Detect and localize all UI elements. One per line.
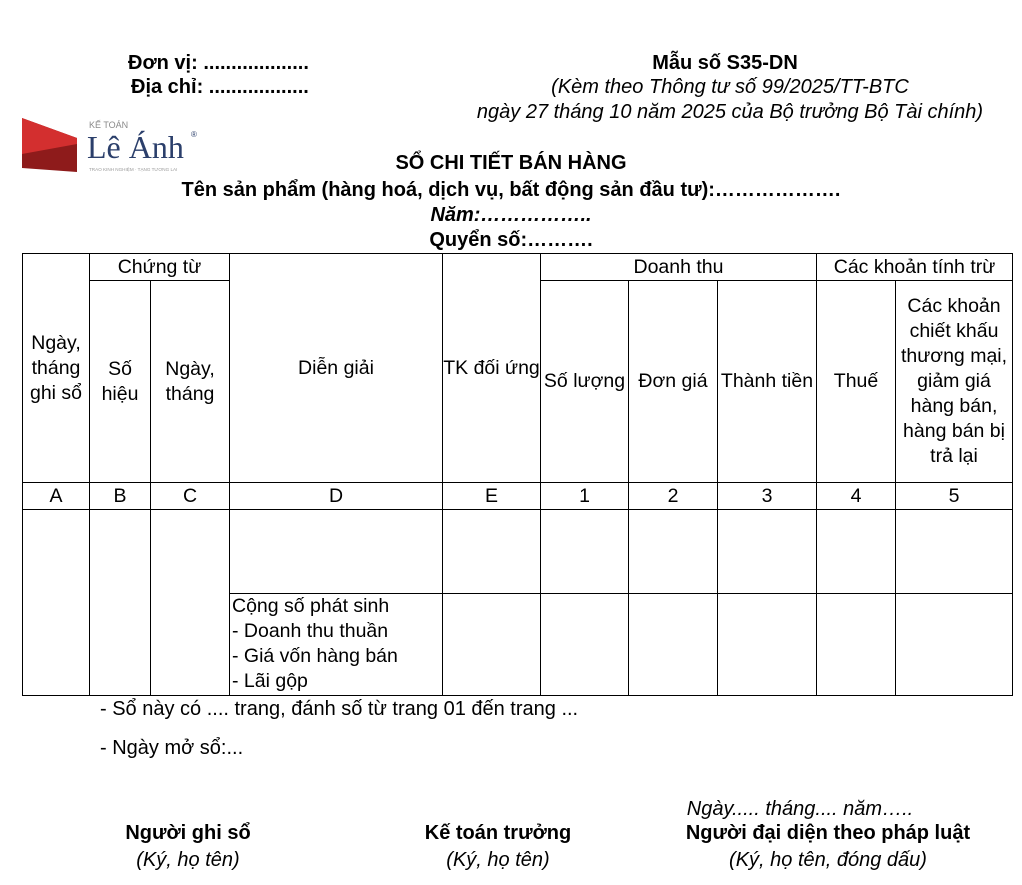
entry-cell [90, 510, 151, 696]
entry-cell [443, 510, 541, 594]
summary-cost-of-goods: - Giá vốn hàng bán [232, 645, 398, 667]
entry-cell [151, 510, 230, 696]
col-tax: Thuế [817, 281, 896, 483]
open-date-note: - Ngày mở sổ:... [100, 737, 244, 759]
summary-net-revenue: - Doanh thu thuần [232, 620, 389, 642]
code-cell: 5 [896, 483, 1013, 510]
book-number-line: Quyển số:………. [429, 229, 593, 251]
form-code: Mẫu số S35-DN [652, 52, 798, 74]
summary-gross-profit: - Lãi gộp [232, 670, 308, 692]
logo-registered: ® [191, 130, 197, 139]
col-discounts: Các khoản chiết khấu thương mại, giảm giá hàng bán, hàng bán bị trả lại [896, 281, 1013, 483]
col-description: Diễn giải [230, 254, 443, 483]
entry-cell [896, 594, 1013, 696]
entry-cell [629, 594, 718, 696]
entry-cell [443, 594, 541, 696]
col-unit-price: Đơn giá [629, 281, 718, 483]
sales-ledger-table [22, 253, 1013, 696]
code-cell: C [151, 483, 230, 510]
entry-cell [541, 594, 629, 696]
legal-representative-title: Người đại diện theo pháp luật [685, 822, 971, 844]
logo-small-text: KẾ TOÁN [89, 120, 129, 130]
col-record-date: Ngày, tháng ghi sổ [23, 254, 90, 483]
summary-cell [230, 594, 443, 696]
code-cell: 3 [718, 483, 817, 510]
entry-cell [718, 594, 817, 696]
unit-line: Đơn vị: ................... [128, 52, 309, 74]
summary-total: Cộng số phát sinh [232, 595, 390, 617]
col-voucher-date: Ngày, tháng [151, 281, 230, 483]
chief-accountant-title: Kế toán trưởng [424, 822, 572, 844]
legal-representative-subtitle: (Ký, họ tên, đóng dấu) [729, 849, 927, 871]
code-cell: E [443, 483, 541, 510]
address-line: Địa chỉ: .................. [131, 76, 309, 98]
year-line: Năm:…………….. [430, 204, 592, 226]
entry-cell [817, 510, 896, 594]
entry-cell [230, 510, 443, 594]
entry-cell [541, 510, 629, 594]
table-row [23, 510, 1013, 594]
col-deductions-group: Các khoản tính trừ [817, 254, 1013, 281]
circular-reference: (Kèm theo Thông tư số 99/2025/TT-BTC [551, 76, 909, 98]
code-cell: B [90, 483, 151, 510]
code-cell: A [23, 483, 90, 510]
col-quantity: Số lượng [541, 281, 629, 483]
logo-brand: Lê Ánh [87, 129, 184, 165]
chief-accountant-subtitle: (Ký, họ tên) [446, 849, 550, 871]
entry-cell [817, 594, 896, 696]
entry-cell [718, 510, 817, 594]
col-voucher-group: Chứng từ [90, 254, 230, 281]
sign-date-line: Ngày..... tháng.... năm….. [686, 798, 914, 820]
col-revenue-group: Doanh thu [541, 254, 817, 281]
entry-cell [629, 510, 718, 594]
page-count-note: - Sổ này có .... trang, đánh số từ trang 01 đến trang ... [100, 698, 579, 720]
code-cell: 2 [629, 483, 718, 510]
product-name-line: Tên sản phẩm (hàng hoá, dịch vụ, bất động sản đầu tư):………………. [181, 179, 841, 201]
code-cell: D [230, 483, 443, 510]
recorder-subtitle: (Ký, họ tên) [136, 849, 240, 871]
code-cell: 1 [541, 483, 629, 510]
col-amount: Thành tiền [718, 281, 817, 483]
col-account: TK đối ứng [443, 254, 541, 483]
logo-tagline: TRAO KINH NGHIỆM · TẠNG TƯƠNG LAI [89, 167, 178, 172]
code-row [23, 483, 1013, 510]
document-title: SỔ CHI TIẾT BÁN HÀNG [395, 152, 627, 174]
entry-cell [896, 510, 1013, 594]
entry-cell [23, 510, 90, 696]
recorder-title: Người ghi sổ [125, 822, 251, 844]
issue-date-reference: ngày 27 tháng 10 năm 2025 của Bộ trưởng Bộ Tài chính) [476, 101, 984, 123]
col-voucher-no: Số hiệu [90, 281, 151, 483]
code-cell: 4 [817, 483, 896, 510]
